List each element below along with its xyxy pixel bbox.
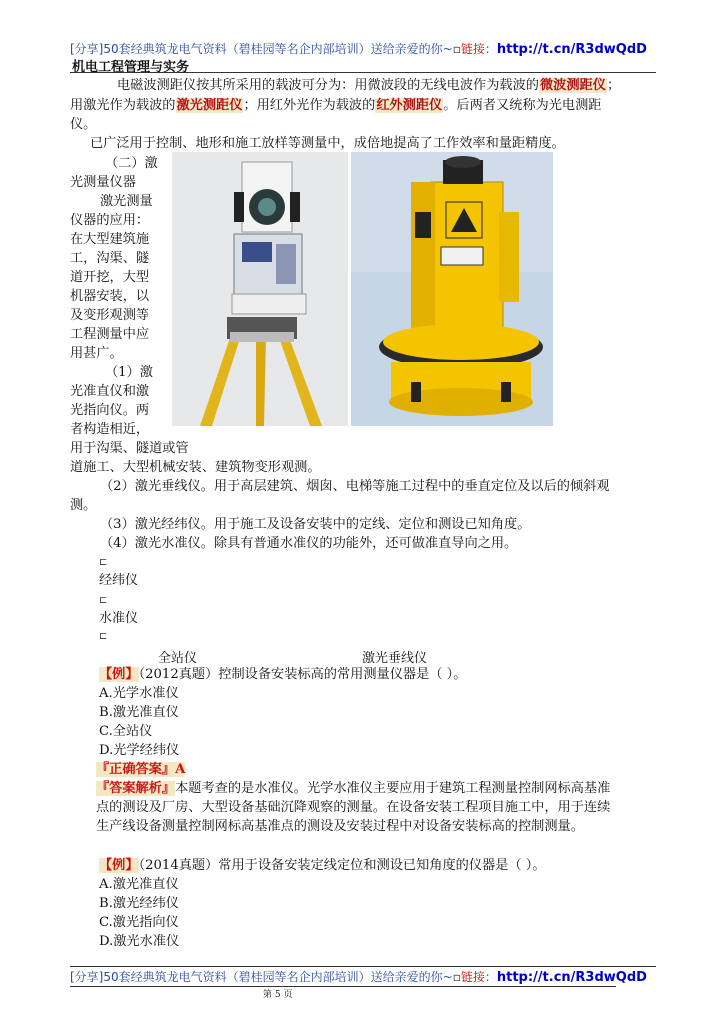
footer-link-label: 链接： xyxy=(460,970,497,984)
broken-image-icon: ⊏ xyxy=(99,631,108,642)
side-line: 在大型建筑施 xyxy=(70,232,150,247)
item-4: （4）激光水准仪。除具有普通水准仪的功能外，还可做准直导向之用。 xyxy=(100,536,518,551)
side-line: 光准直仪和激 xyxy=(70,384,150,399)
header-divider xyxy=(70,72,656,73)
term-microwave: 微波测距仪 xyxy=(540,78,606,93)
total-station-photo xyxy=(172,152,348,426)
example-1-analysis-line-2: 点的测设及厂房、大型设备基础沉降观察的测量。在设备安装工程项目施工中，用于连续 xyxy=(96,800,611,815)
footer-divider xyxy=(70,966,656,967)
page-number: 第 5 页 xyxy=(263,990,293,1000)
doc-title: 机电工程管理与实务 xyxy=(72,60,190,75)
example-2-option-b: B.激光经纬仪 xyxy=(99,896,179,911)
example-1-tag: 【例】 xyxy=(99,667,139,682)
intro-line-2: 用激光作为载波的激光测距仪；用红外光作为载波的红外测距仪。后两者又统称为光电测距 xyxy=(70,98,602,113)
analysis-tag: 『答案解析』 xyxy=(96,781,176,796)
side-line: 光指向仪。两 xyxy=(70,403,150,418)
intro-line-4: 已广泛用于控制、地形和施工放样等测量中，成倍地提高了工作效率和量距精度。 xyxy=(90,136,565,151)
example-2-option-c: C.激光指向仪 xyxy=(99,915,179,930)
side-line: 光测量仪器 xyxy=(70,175,136,190)
header-share-link[interactable] xyxy=(70,40,660,57)
side-line: 及变形观测等 xyxy=(70,308,150,323)
header-share-text[interactable]: [分享]50套经典筑龙电气资料（碧桂园等名企内部培训）送给亲爱的你~ xyxy=(70,42,453,56)
example-1-answer xyxy=(96,760,185,779)
side-line: 道开挖，大型 xyxy=(70,270,150,285)
item-1-end: 道施工、大型机械安装、建筑物变形观测。 xyxy=(70,460,321,475)
example-2-option-a: A.激光准直仪 xyxy=(99,877,179,892)
laser-plummet-photo xyxy=(351,152,553,426)
example-1-analysis-line-3: 生产线设备测量控制网标高基准点的测设及安装过程中对设备安装标高的控制测量。 xyxy=(96,819,584,834)
example-2-tag: 【例】 xyxy=(99,858,139,873)
example-1-question: 【例】（2012真题）控制设备安装标高的常用测量仪器是（ ）。 xyxy=(99,667,467,682)
caption-laser-plummet: 激光垂线仪 xyxy=(362,651,428,666)
side-line: 用于沟渠、隧道或管 xyxy=(70,441,189,456)
side-line: 仪器的应用： xyxy=(70,213,150,228)
example-2-question: 【例】（2014真题）常用于设备安装定线定位和测设已知角度的仪器是（ ）。 xyxy=(99,858,546,873)
example-1-option-a: A.光学水准仪 xyxy=(99,686,179,701)
footer-share-link[interactable] xyxy=(70,968,660,985)
header-url[interactable]: http://t.cn/R3dwQdD xyxy=(496,42,647,57)
side-line: （二）激 xyxy=(105,156,158,171)
example-1-analysis-line-1: 『答案解析』本题考查的是水准仪。光学水准仪主要应用于建筑工程测量控制网标高基准 xyxy=(96,781,611,796)
side-line: 者构造相近， xyxy=(70,422,150,437)
side-line: 工，沟渠、隧 xyxy=(70,251,150,266)
link-icon: ▫ xyxy=(452,42,461,56)
example-1-option-d: D.光学经纬仪 xyxy=(99,743,180,758)
footer-divider-2 xyxy=(70,986,616,987)
term-infrared: 红外测距仪 xyxy=(376,98,443,113)
broken-image-icon: ⊏ xyxy=(99,557,108,568)
intro-line-3: 仪。 xyxy=(70,117,97,132)
caption-total-station: 全站仪 xyxy=(158,651,198,666)
link-icon: ▫ xyxy=(452,970,461,984)
header-link-label: 链接： xyxy=(460,42,497,56)
broken-image-label-level: 水准仪 xyxy=(99,611,139,626)
example-1-option-c: C.全站仪 xyxy=(99,724,153,739)
side-line: （1）激 xyxy=(105,365,153,380)
answer-value: A xyxy=(175,762,186,777)
item-2-line-2: 测。 xyxy=(70,498,97,513)
footer-url[interactable]: http://t.cn/R3dwQdD xyxy=(496,970,647,985)
example-2-option-d: D.激光水准仪 xyxy=(99,934,180,949)
intro-line-1: 电磁波测距仪按其所采用的载波可分为：用微波段的无线电波作为载波的微波测距仪； xyxy=(117,78,621,93)
broken-image-icon: ⊏ xyxy=(99,595,108,606)
item-2-line-1: （2）激光垂线仪。用于高层建筑、烟囱、电梯等施工过程中的垂直定位及以后的倾斜观 xyxy=(100,479,610,494)
answer-tag: 『正确答案』 xyxy=(96,762,176,777)
item-3: （3）激光经纬仪。用于施工及设备安装中的定线、定位和测设已知角度。 xyxy=(100,517,531,532)
term-laser: 激光测距仪 xyxy=(176,98,243,113)
side-line: 工程测量中应 xyxy=(70,327,150,342)
example-1-option-b: B.激光准直仪 xyxy=(99,705,179,720)
broken-image-label-theodolite: 经纬仪 xyxy=(99,573,139,588)
side-line: 激光测量 xyxy=(100,194,153,209)
footer-share-text[interactable]: [分享]50套经典筑龙电气资料（碧桂园等名企内部培训）送给亲爱的你~ xyxy=(70,970,453,984)
side-line: 机器安装，以 xyxy=(70,289,150,304)
side-line: 用甚广。 xyxy=(70,346,123,361)
